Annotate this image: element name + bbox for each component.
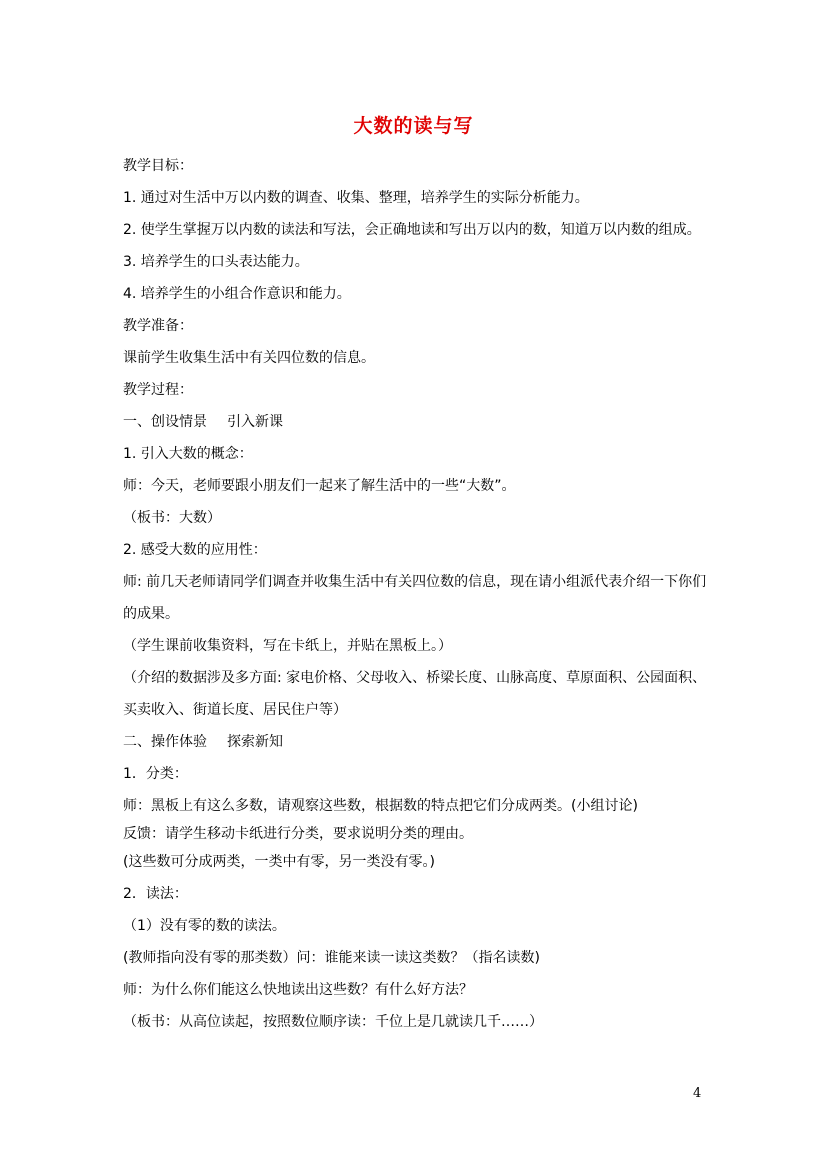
- teacher-question-2: 师：为什么你们能这么快地读出这些数？有什么好方法？: [123, 982, 473, 998]
- classify-note: (这些数可分成两类，一类中有零，另一类没有零。): [123, 854, 435, 870]
- step-classify-heading: 1．分类：: [123, 766, 188, 782]
- board-note-2: （板书：从高位读起，按照数位顺序读：千位上是几就读几千……）: [123, 1014, 543, 1030]
- objective-item-3: 3. 培养学生的口头表达能力。: [123, 254, 309, 270]
- objective-item-2: 2. 使学生掌握万以内数的读法和写法，会正确地读和写出万以内的数，知道万以内数的组成。: [123, 222, 701, 238]
- page-number: 4: [693, 1086, 702, 1101]
- section-heading-objectives: 教学目标：: [123, 158, 193, 174]
- section-heading-process: 教学过程：: [123, 382, 193, 398]
- student-note-2: （介绍的数据涉及多方面: 家电价格、父母收入、桥梁长度、山脉高度、草原面积、公园面积、买卖收入、街道长度、居民住户等）: [123, 670, 707, 718]
- document-body: [123, 150, 708, 1038]
- objective-item-4: 4. 培养学生的小组合作意识和能力。: [123, 286, 351, 302]
- document-title: 大数的读与写: [353, 115, 474, 137]
- objective-item-1: 1. 通过对生活中万以内数的调查、收集、整理，培养学生的实际分析能力。: [123, 190, 589, 206]
- part-two-heading: [123, 726, 708, 758]
- part-one-heading-b: 引入新课: [227, 414, 283, 430]
- student-note-1: （学生课前收集资料，写在卡纸上，并贴在黑板上。）: [123, 638, 452, 654]
- part-two-heading-a: 二、操作体验: [123, 734, 207, 750]
- step-2-heading: 2. 感受大数的应用性：: [123, 542, 267, 558]
- teacher-line-2: 师: 前几天老师请同学们调查并收集生活中有关四位数的信息，现在请小组派代表介绍一下你们的成果。: [123, 574, 707, 622]
- part-one-heading: [123, 406, 708, 438]
- board-note-1: （板书：大数）: [123, 510, 221, 526]
- reading-subheading-1: （1）没有零的数的读法。: [123, 918, 286, 934]
- feedback-line: 反馈：请学生移动卡纸进行分类，要求说明分类的理由。: [123, 826, 473, 842]
- step-reading-heading: 2．读法：: [123, 886, 188, 902]
- part-two-heading-b: 探索新知: [227, 734, 283, 750]
- part-one-heading-a: 一、创设情景: [123, 414, 207, 430]
- teacher-question-1: (教师指向没有零的那类数）问：谁能来读一读这类数？（指名读数): [123, 950, 540, 966]
- step-1-heading: 1. 引入大数的概念：: [123, 446, 253, 462]
- section-heading-preparation: 教学准备：: [123, 318, 193, 334]
- preparation-text: 课前学生收集生活中有关四位数的信息。: [123, 350, 375, 366]
- teacher-line-1: 师：今天，老师要跟小朋友们一起来了解生活中的一些“大数”。: [123, 478, 516, 494]
- teacher-line-3: 师：黑板上有这么多数，请观察这些数，根据数的特点把它们分成两类。(小组讨论): [123, 798, 638, 814]
